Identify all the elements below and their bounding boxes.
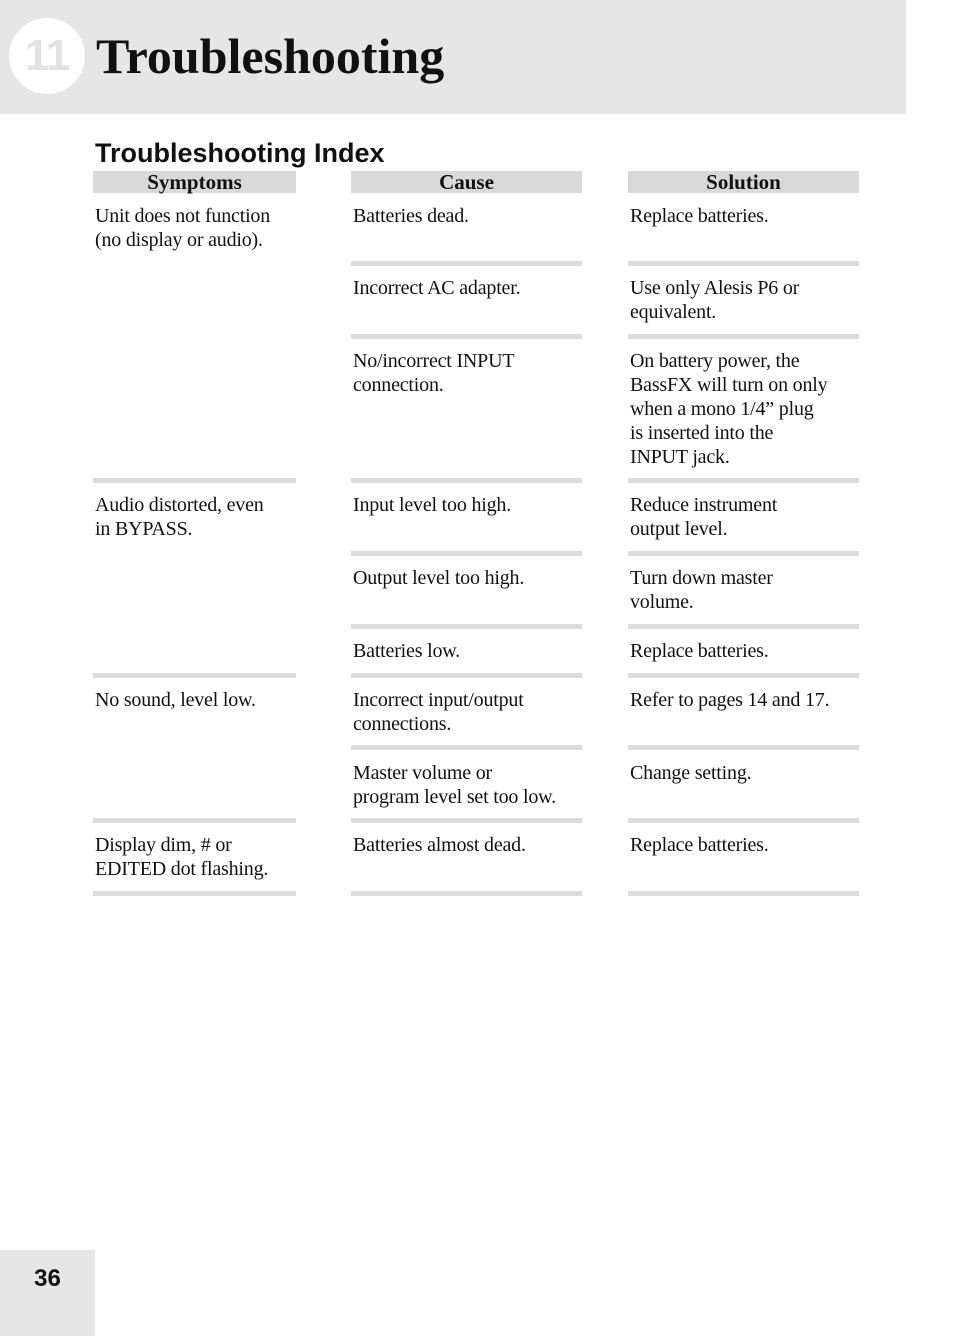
cause-cell-line: Batteries almost dead. (353, 834, 526, 856)
column-header-cause: Cause (351, 171, 582, 193)
solution-cell-line: INPUT jack. (630, 446, 730, 468)
solution-cell-line: On battery power, the (630, 350, 800, 372)
row-divider (628, 261, 859, 266)
cause-cell-line: Output level too high. (353, 567, 525, 589)
row-divider (351, 818, 582, 823)
symptom-cell-line: No sound, level low. (95, 689, 256, 711)
solution-cell-line: volume. (630, 591, 694, 613)
row-divider (628, 478, 859, 483)
page-number: 36 (34, 1265, 61, 1292)
solution-cell-line: Replace batteries. (630, 834, 769, 856)
symptom-cell (95, 204, 270, 252)
cause-cell-line: No/incorrect INPUT (353, 350, 515, 372)
row-divider (628, 891, 859, 896)
solution-cell-line: when a mono 1/4” plug (630, 398, 814, 420)
cause-cell-line: connection. (353, 374, 444, 396)
solution-cell (630, 204, 769, 228)
row-divider (351, 673, 582, 678)
solution-cell-line: Change setting. (630, 762, 752, 784)
solution-cell (630, 833, 769, 857)
group-divider (93, 673, 296, 678)
solution-cell-line: Replace batteries. (630, 640, 769, 662)
row-divider (351, 745, 582, 750)
row-divider (628, 818, 859, 823)
solution-cell-line: Refer to pages 14 and 17. (630, 689, 830, 711)
solution-cell-line: Reduce instrument (630, 494, 778, 516)
cause-cell-line: Batteries low. (353, 640, 460, 662)
symptom-cell-line: Display dim, # or (95, 834, 232, 856)
cause-cell-line: program level set too low. (353, 786, 556, 808)
row-divider (351, 334, 582, 339)
cause-cell-line: Incorrect AC adapter. (353, 277, 521, 299)
solution-cell (630, 493, 777, 541)
solution-cell (630, 761, 751, 785)
chapter-title: Troubleshooting (96, 28, 445, 84)
cause-cell (353, 688, 524, 736)
row-divider (628, 624, 859, 629)
row-divider (351, 261, 582, 266)
solution-cell-line: Replace batteries. (630, 205, 769, 227)
symptom-cell-line: Unit does not function (95, 205, 271, 227)
cause-cell (353, 566, 524, 590)
cause-cell (353, 639, 460, 663)
symptom-cell (95, 493, 264, 541)
row-divider (628, 673, 859, 678)
row-divider (351, 891, 582, 896)
column-header-solution: Solution (628, 171, 859, 193)
solution-cell-line: is inserted into the (630, 422, 774, 444)
section-title: Troubleshooting Index (95, 138, 385, 168)
cause-cell (353, 493, 511, 517)
row-divider (351, 624, 582, 629)
group-divider (93, 818, 296, 823)
row-divider (351, 478, 582, 483)
solution-cell-line: output level. (630, 518, 728, 540)
row-divider (628, 745, 859, 750)
solution-cell (630, 639, 769, 663)
solution-cell-line: BassFX will turn on only (630, 374, 828, 396)
solution-cell (630, 688, 829, 712)
group-divider (93, 891, 296, 896)
cause-cell (353, 349, 514, 397)
cause-cell (353, 276, 520, 300)
symptom-cell (95, 833, 268, 881)
column-header-symptoms: Symptoms (93, 171, 296, 193)
solution-cell-line: Turn down master (630, 567, 773, 589)
solution-cell (630, 349, 827, 469)
solution-cell (630, 276, 799, 324)
symptom-cell-line: (no display or audio). (95, 229, 263, 251)
row-divider (628, 334, 859, 339)
cause-cell-line: Incorrect input/output (353, 689, 524, 711)
row-divider (628, 551, 859, 556)
chapter-number-badge: 11 (9, 18, 85, 94)
cause-cell-line: connections. (353, 713, 452, 735)
cause-cell-line: Master volume or (353, 762, 492, 784)
symptom-cell-line: Audio distorted, even (95, 494, 264, 516)
cause-cell (353, 833, 526, 857)
cause-cell-line: Input level too high. (353, 494, 511, 516)
symptom-cell-line: EDITED dot flashing. (95, 858, 269, 880)
symptom-cell-line: in BYPASS. (95, 518, 193, 540)
solution-cell-line: Use only Alesis P6 or (630, 277, 800, 299)
row-divider (351, 551, 582, 556)
cause-cell (353, 761, 556, 809)
solution-cell-line: equivalent. (630, 301, 717, 323)
symptom-cell (95, 688, 256, 712)
cause-cell (353, 204, 469, 228)
group-divider (93, 478, 296, 483)
solution-cell (630, 566, 773, 614)
cause-cell-line: Batteries dead. (353, 205, 469, 227)
